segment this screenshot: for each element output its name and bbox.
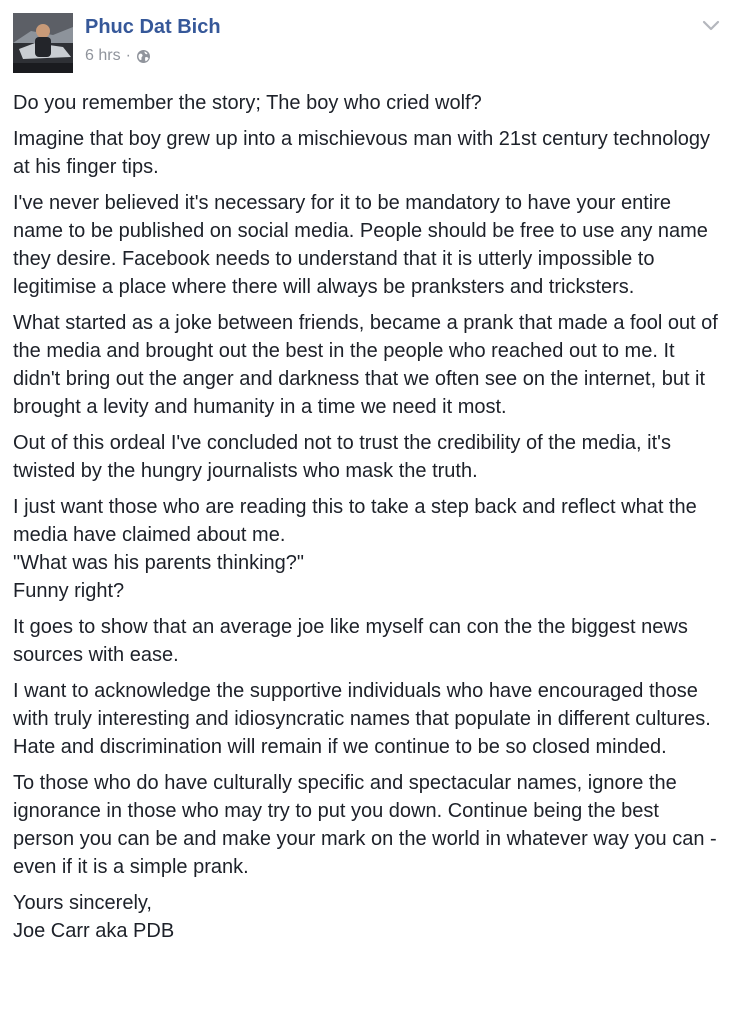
post-paragraph: To those who do have culturally specific and spectacular names, ignore the ignorance in those who may try to put you down. Continue being the best person you can be and make your mark on the world in whatever way you can - even if it is a simple prank. (13, 772, 717, 878)
post-paragraph: What started as a joke between friends, became a prank that made a fool out of the media and brought out the best in the people who reached out to me. It didn't bring out the anger and darkness that we often see on the internet, but it brought a levity and humanity in a time we need it most. (13, 312, 718, 418)
post-paragraph: I just want those who are reading this to take a step back and reflect what the media have claimed about me. "What was his parents thinking?" Funny right? (13, 496, 697, 602)
post-paragraph: Do you remember the story; The boy who cried wolf? (13, 92, 482, 114)
avatar[interactable] (13, 13, 73, 73)
avatar-photo (13, 13, 73, 73)
author-name[interactable]: Phuc Dat Bich (85, 16, 221, 38)
post-timestamp[interactable]: 6 hrs (85, 47, 121, 64)
post-paragraph: Imagine that boy grew up into a mischievous man with 21st century technology at his finger tips. (13, 128, 711, 178)
meta-separator: · (125, 47, 131, 64)
post-paragraph: I've never believed it's necessary for it to be mandatory to have your entire name to be published on social media. People should be free to use any name they desire. Facebook needs to understand that it is utterly impossible to legitimise a place where there will always be pranksters and tricksters. (13, 192, 708, 298)
post-paragraph: It goes to show that an average joe like myself can con the the biggest news sources with ease. (13, 616, 688, 666)
post-paragraph: I want to acknowledge the supportive individuals who have encouraged those with truly interesting and idiosyncratic names that populate in different cultures. Hate and discrimination will remain if we continue to be so closed minded. (13, 680, 711, 758)
post-meta (85, 47, 151, 65)
chevron-down-icon[interactable] (700, 14, 722, 36)
post-signature: Yours sincerely, Joe Carr aka PDB (13, 892, 175, 942)
post-body (13, 89, 725, 953)
globe-icon[interactable] (136, 49, 151, 64)
post-paragraph: Out of this ordeal I've concluded not to trust the credibility of the media, it's twisted by the hungry journalists who mask the truth. (13, 432, 671, 482)
